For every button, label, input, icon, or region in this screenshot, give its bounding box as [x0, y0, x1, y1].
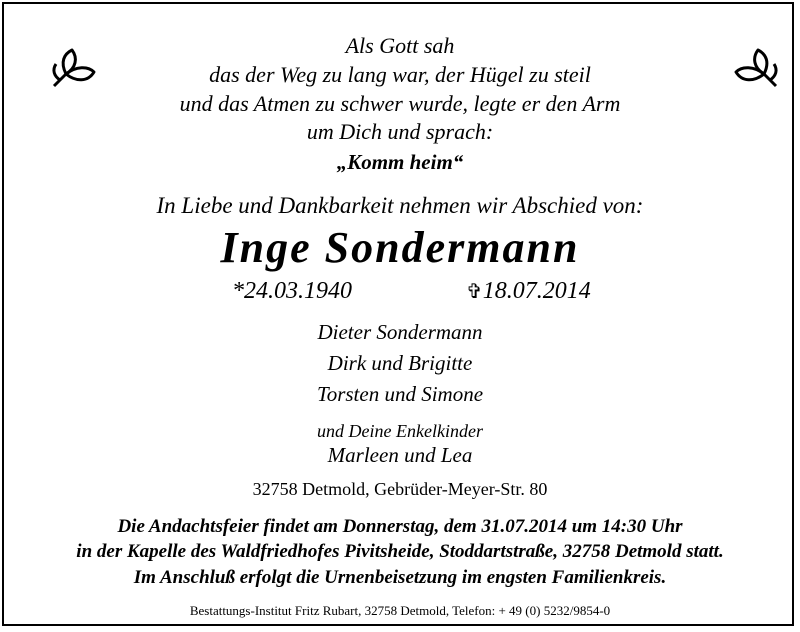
poem-line-4: um Dich und sprach:: [306, 119, 494, 144]
birth-date: *24.03.1940: [232, 278, 352, 304]
funeral-home-footer: Bestattungs-Institut Fritz Rubart, 32758 Detmold, Telefon: + 49 (0) 5232/9854-0: [189, 603, 611, 618]
grandchildren-label: und Deine Enkelkinder: [317, 421, 483, 441]
quote: „Komm heim“: [336, 150, 464, 174]
death-date: 18.07.2014: [482, 278, 591, 304]
grandchildren-names: Marleen und Lea: [327, 443, 473, 467]
poem-line-1: Als Gott sah: [345, 33, 455, 58]
address: 32758 Detmold, Gebrüder-Meyer-Str. 80: [252, 479, 548, 499]
cross-icon: ✞: [466, 281, 483, 303]
family-member-1: Dieter Sondermann: [317, 320, 483, 344]
family-member-2: Dirk und Brigitte: [327, 351, 473, 375]
family-member-3: Torsten und Simone: [316, 382, 484, 406]
poem-line-3: und das Atmen zu schwer wurde, legte er den Arm: [179, 91, 621, 116]
deceased-name: Inge Sondermann: [220, 223, 580, 272]
death-date-group: [466, 278, 591, 305]
poem-line-2: das der Weg zu lang war, der Hügel zu steil: [209, 62, 591, 87]
intro-text: In Liebe und Dankbarkeit nehmen wir Abschied von:: [156, 193, 644, 218]
ceremony-line-2: in der Kapelle des Waldfriedhofes Pivitsheide, Stoddartstraße, 32758 Detmold statt.: [76, 541, 724, 562]
ceremony-line-3: Im Anschluß erfolgt die Urnenbeisetzung im engsten Familienkreis.: [133, 567, 667, 588]
ceremony-line-1: Die Andachtsfeier findet am Donnerstag, dem 31.07.2014 um 14:30 Uhr: [117, 516, 683, 537]
